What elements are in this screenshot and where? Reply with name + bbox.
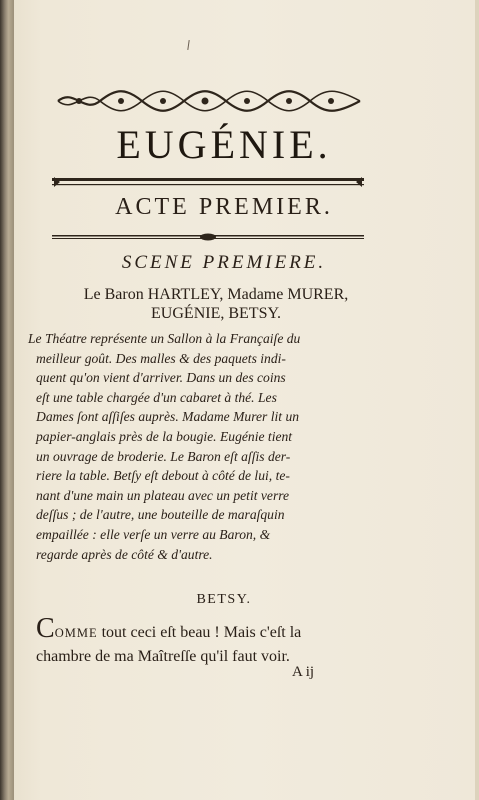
page-edge — [475, 0, 479, 800]
drop-cap: C — [36, 613, 55, 644]
act-heading: ACTE PREMIER. — [115, 194, 333, 220]
speech-line-rest: tout ceci eſt beau ! Mais c'eſt la — [97, 624, 302, 641]
character-list-line: EUGÉNIE, BETSY. — [151, 305, 281, 322]
stage-direction-line: nant d'une main un plateau avec un petit verre — [36, 487, 290, 503]
speech-line: chambre de ma Maîtreſſe qu'il faut voir. — [36, 648, 290, 665]
stage-direction-line: meilleur goût. Des malles & des paquets indi- — [36, 350, 286, 366]
stage-direction-line: Dames ſont aſſiſes auprès. Madame Murer lit un — [36, 409, 300, 425]
stage-direction-line: riere la table. Betſy eſt debout à côté de lui, te- — [36, 468, 290, 484]
stage-direction-line: regarde après de côté & d'autre. — [36, 546, 213, 562]
stage-direction-line: eſt une table chargée d'un cabaret à thé. Les — [36, 389, 277, 405]
character-list-line: Le Baron HARTLEY, Madame MURER, — [83, 286, 349, 303]
ornamental-rule — [52, 232, 364, 242]
speaker-name: BETSY. — [196, 592, 252, 607]
character-list — [36, 285, 396, 323]
stage-directions — [28, 329, 378, 564]
stage-direction-line: deſſus ; de l'autre, une bouteille de maraſquin — [36, 507, 285, 523]
small-caps-word: OMME — [54, 626, 98, 640]
scene-heading: SCENE PREMIERE. — [121, 252, 327, 273]
book-page — [14, 0, 479, 800]
double-rule-top — [52, 176, 364, 188]
book-binding — [0, 0, 14, 800]
speech-text — [36, 613, 376, 668]
signature-mark: A ij — [292, 664, 315, 680]
stage-direction-line: empaillée : elle verſe un verre au Baron, & — [36, 526, 271, 542]
pencil-mark — [187, 40, 189, 50]
speech-line — [36, 613, 376, 645]
play-title: EUGÉNIE. — [116, 122, 332, 167]
decorative-headpiece — [54, 86, 364, 116]
stage-direction-line: un ouvrage de broderie. Le Baron eſt aſſis der- — [36, 448, 291, 464]
stage-direction-line: quent qu'on vient d'arriver. Dans un des coins — [36, 370, 286, 386]
stage-direction-line: Le Théatre représente un Sallon à la Françaiſe du — [28, 331, 301, 346]
stage-direction-line: papier-anglais près de la bougie. Eugénie tient — [36, 428, 293, 444]
